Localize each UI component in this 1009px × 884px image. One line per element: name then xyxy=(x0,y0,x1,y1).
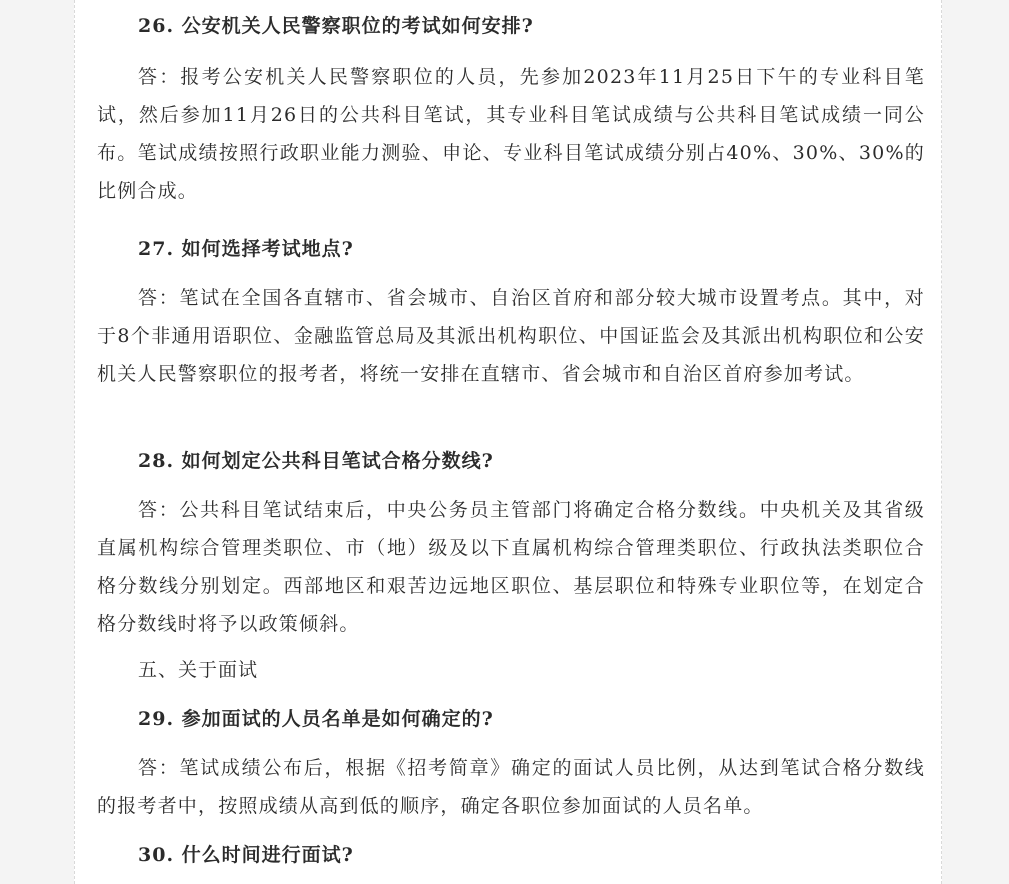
question-30: 30. 什么时间进行面试? xyxy=(138,844,354,866)
document-page xyxy=(74,0,942,884)
question-29: 29. 参加面试的人员名单是如何确定的? xyxy=(138,708,494,730)
answer-27: 答：笔试在全国各直辖市、省会城市、自治区首府和部分较大城市设置考点。其中，对于8个非通用语职位、金融监管总局及其派出机构职位、中国证监会及其派出机构职位和公安机关人民警察职位的报考者，将统一安排在直辖市、省会城市和自治区首府参加考试。 xyxy=(97,287,925,385)
answer-29: 答：笔试成绩公布后，根据《招考简章》确定的面试人员比例，从达到笔试合格分数线的报考者中，按照成绩从高到低的顺序，确定各职位参加面试的人员名单。 xyxy=(97,757,925,817)
answer-26: 答：报考公安机关人民警察职位的人员，先参加2023年11月25日下午的专业科目笔试，然后参加11月26日的公共科目笔试，其专业科目笔试成绩与公共科目笔试成绩一同公布。笔试成绩按照行政职业能力测验、申论、专业科目笔试成绩分别占40%、30%、30%的比例合成。 xyxy=(97,66,925,202)
answer-28: 答：公共科目笔试结束后，中央公务员主管部门将确定合格分数线。中央机关及其省级直属机构综合管理类职位、市（地）级及以下直属机构综合管理类职位、行政执法类职位合格分数线分别划定。西部地区和艰苦边远地区职位、基层职位和特殊专业职位等，在划定合格分数线时将予以政策倾斜。 xyxy=(97,499,925,635)
question-28: 28. 如何划定公共科目笔试合格分数线? xyxy=(138,450,494,472)
question-27: 27. 如何选择考试地点? xyxy=(138,238,354,260)
question-26: 26. 公安机关人民警察职位的考试如何安排? xyxy=(138,15,534,37)
section-title-interview: 五、关于面试 xyxy=(138,659,259,681)
